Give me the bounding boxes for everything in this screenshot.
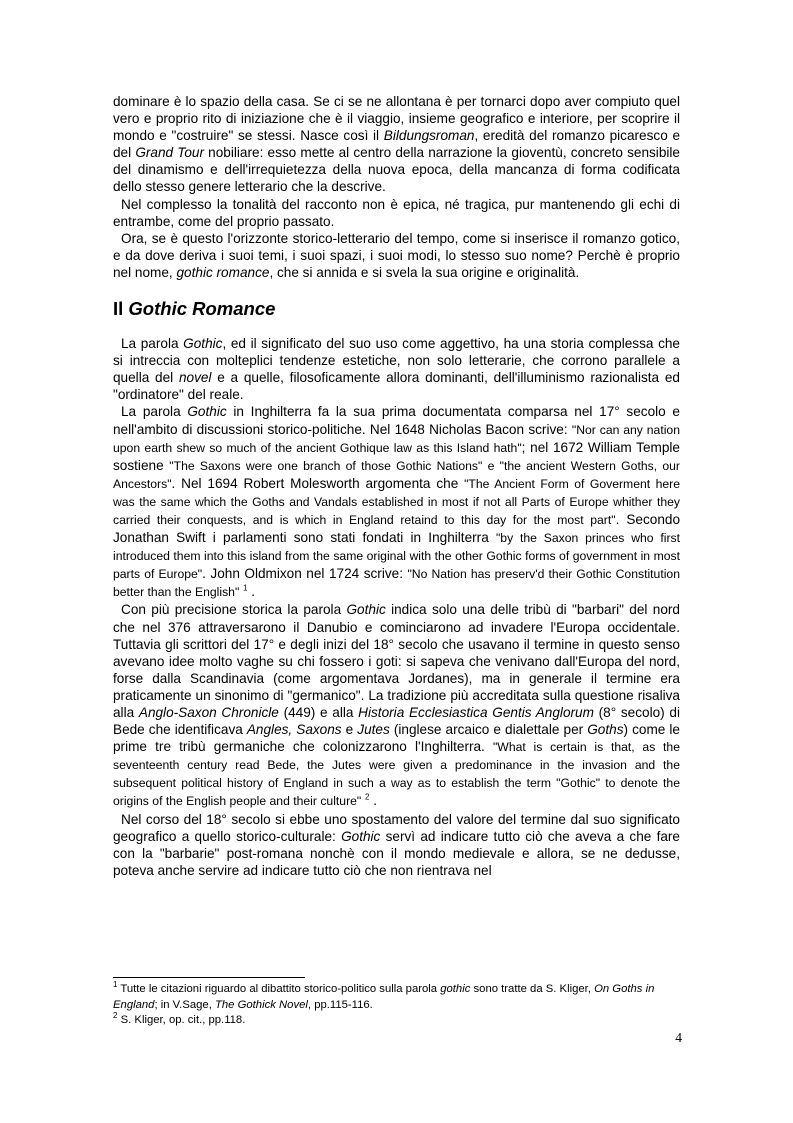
paragraph: Con più precisione storica la parola Gothic indica solo una delle tribù di "barbari" del nord che nel 376 attraversarono il Danubio e cominciarono ad invadere l'Europa occidentale. Tuttavia gli scrittori del 17° e degli inizi del 18° secolo che usavano il termine in questo senso avevano idee molto vaghe su chi fossero i goti: si sapeva che venivano dall'Europa del nord, forse dalla Scandinavia (come argomentava Jordanes), ma in generale il termine era praticamente un sinonimo di "germanico". La tradizione più accreditata sulla questione risaliva alla Anglo-Saxon Chronicle (449) e alla Historia Ecclesiastica Gentis Anglorum (8° secolo) di Bede che identificava Angles, Saxons e Jutes (inglese arcaico e dialettale per Goths) come le prime tre tribù germaniche che colonizzarono l'Inghilterra. "What is certain is that, as the seventeenth century read Bede, the Jutes were given a predominance in the invasion and the subsequent political history of England in such a way as to establish the term "Gothic" to denote the origins of the English people and their culture" $^2$ . bbox=[113, 602, 680, 809]
quotation: "No Nation has preserv'd their Gothic Constitution better than the English" bbox=[113, 567, 680, 600]
quotation: "The Ancient Form of Goverment here was the same which the Goths and Vandals established in most if not all Parts of Europe whither they carried their conquests, and is which in England retaind to this day for the most part" bbox=[113, 476, 680, 527]
footnote-marker[interactable]: 2 bbox=[365, 792, 370, 802]
paragraph: La parola Gothic, ed il significato del suo uso come aggettivo, ha una storia complessa che si intreccia con molteplici tendenze estetiche, non solo letterarie, che corrono parallele a quella del novel e a quelle, filosoficamente allora dominanti, dell'illuminismo razionalista ed "ordinatore" del reale. bbox=[113, 336, 680, 403]
paragraph: dominare è lo spazio della casa. Se ci se ne allontana è per tornarci dopo aver compiuto quel vero e proprio rito di iniziazione che è il viaggio, insieme geografico e interiore, per scoprire il mondo e "costruire" se stessi. Nasce così il Bildungsroman, eredità del romanzo picaresco e del Grand Tour nobiliare: esso mette al centro della narrazione la gioventù, concreto sensibile del dinamismo e dell'irrequietezza della nuova epoca, della mancanza di forma codificata dello stesso genere letterario che la descrive. bbox=[113, 94, 681, 195]
footnotes bbox=[113, 982, 680, 1029]
section-heading: Il Gothic Romance bbox=[113, 298, 276, 320]
footnote-marker[interactable]: 1 bbox=[243, 583, 248, 593]
body-text bbox=[113, 93, 680, 879]
paragraph: Ora, se è questo l'orizzonte storico-letterario del tempo, come si inserisce il romanzo gotico, e da dove deriva i suoi temi, i suoi spazi, i suoi modi, lo stesso suo nome? Perchè è proprio nel nome, gothic romance, che si annida e si svela la sua origine e originalità. bbox=[113, 230, 680, 280]
page-number: 4 bbox=[675, 1030, 682, 1045]
paragraph: Nel complesso la tonalità del racconto non è epica, né tragica, pur mantenendo gli echi di entrambe, come del proprio passato. bbox=[113, 196, 680, 229]
footnote: $^1$ Tutte le citazioni riguardo al dibattito storico-politico sulla parola gothic sono tratte da S. Kliger, On Goths in England; in V.Sage, The Gothick Novel, pp.115-116. bbox=[113, 980, 655, 1011]
quotation: "What is certain is that, as the seventeenth century read Bede, the Jutes were given a predominance in the invasion and the subsequent political history of England in such a way as to establish the term "Gothic" to denote the origins of the English people and their culture" bbox=[113, 740, 680, 809]
quotation: "by the Saxon princes who first introduced them into this island from the same original with the other Gothic forms of government in most parts of Europe" bbox=[113, 531, 681, 582]
paragraph: La parola Gothic in Inghilterra fa la sua prima documentata comparsa nel 17° secolo e nell'ambito di discussioni storico-politiche. Nel 1648 Nicholas Bacon scrive: "Nor can any nation upon earth shew so much of the ancient Gothique law as this Island hath"; nel 1672 William Temple sostiene "The Saxons were one branch of those Gothic Nations" e "the ancient Western Goths, our Ancestors". Nel 1694 Robert Molesworth argomenta che "The Ancient Form of Goverment here was the same which the Goths and Vandals established in most if not all Parts of Europe whither they carried their conquests, and is which in England retaind to this day for the most part". Secondo Jonathan Swift i parlamenti sono stati fondati in Inghilterra "by the Saxon princes who first introduced them into this island from the same original with the other Gothic forms of government in most parts of Europe". John Oldmixon nel 1724 scrive: "No Nation has preserv'd their Gothic Constitution better than the English" $^1$ . bbox=[113, 404, 681, 600]
footnote: $^2$ S. Kliger, op. cit., pp.118. bbox=[113, 1011, 246, 1026]
paragraph: Nel corso del 18° secolo si ebbe uno spostamento del valore del termine dal suo significato geografico a quello storico-culturale: Gothic servì ad indicare tutto ciò che aveva a che fare con la "barbarie" post-romana nonchè con il mondo medievale e allora, se ne dedusse, poteva anche servire ad indicare tutto ciò che non rientrava nel bbox=[113, 811, 680, 878]
quotation: "Nor can any nation upon earth shew so much of the ancient Gothique law as this Island hath" bbox=[113, 422, 680, 455]
footnote-divider bbox=[113, 977, 305, 978]
quotation: "The Saxons were one branch of those Gothic Nations" e "the ancient Western Goths, our Ancestors" bbox=[113, 458, 680, 491]
